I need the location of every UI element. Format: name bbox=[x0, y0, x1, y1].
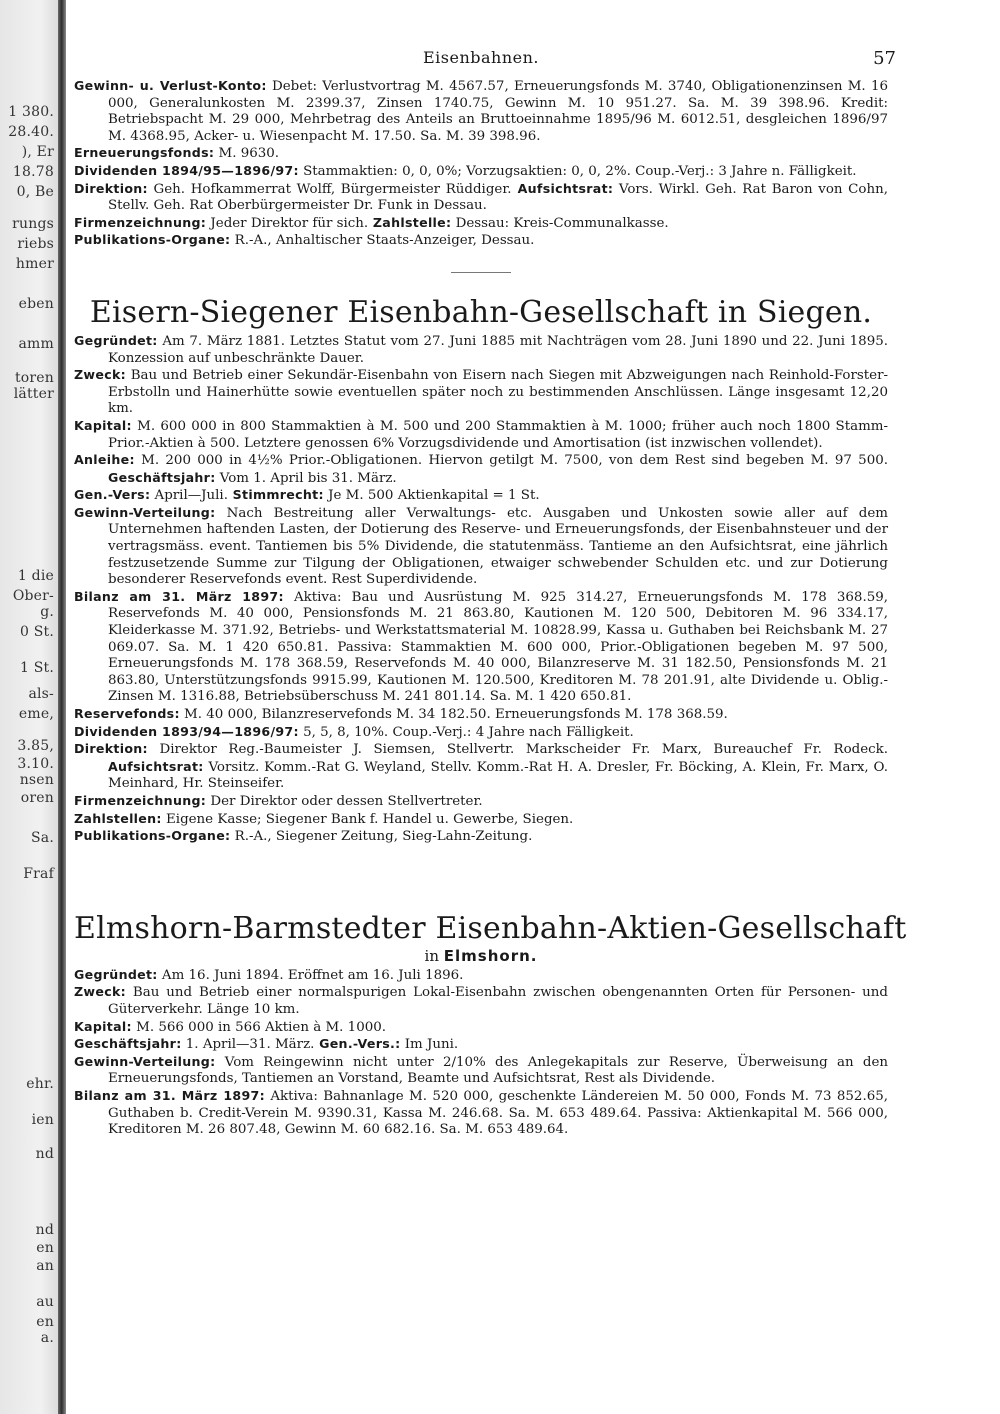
entry-paragraph bbox=[74, 706, 888, 724]
field-label: Erneuerungsfonds: bbox=[74, 145, 215, 161]
previous-page-edge bbox=[0, 0, 58, 1414]
previous-page-fragment: nsen bbox=[19, 772, 54, 788]
field-text: M. 600 000 in 800 Stammaktien à M. 500 und 200 Stammaktien à M. 1000; früher auch noch 1800 Stamm-Prior.-Aktien à 500. Letztere genossen 6% Vorzugsdividende und Amortisation (ist inzwischen vollendet). bbox=[108, 418, 888, 451]
field-text: 1. April—31. März. bbox=[181, 1037, 315, 1053]
field-text: R.-A., Anhaltischer Staats-Anzeiger, Dessau. bbox=[230, 233, 535, 249]
entry-paragraph bbox=[74, 1054, 888, 1088]
page bbox=[74, 38, 907, 1139]
field-label: Zahlstellen: bbox=[74, 810, 162, 826]
field-label: Geschäftsjahr: bbox=[108, 469, 216, 485]
page-number: 57 bbox=[873, 48, 896, 69]
previous-page-fragment: an bbox=[36, 1258, 54, 1274]
entry-paragraph bbox=[74, 1036, 888, 1054]
previous-page-fragment: Sa. bbox=[31, 830, 54, 846]
previous-page-fragment: rungs bbox=[12, 216, 54, 232]
entry-paragraph bbox=[74, 828, 888, 846]
entry-paragraph bbox=[74, 793, 888, 811]
running-head bbox=[74, 38, 896, 78]
field-label: Gen.-Vers.: bbox=[314, 1036, 401, 1052]
entry-paragraph bbox=[74, 78, 888, 145]
previous-page-fragment: 0 St. bbox=[19, 624, 54, 640]
field-text: Dessau: Kreis-Communalkasse. bbox=[451, 215, 669, 231]
entry-paragraph bbox=[74, 1019, 888, 1037]
subtitle-city: Elmshorn. bbox=[443, 946, 538, 965]
entry-paragraph bbox=[74, 741, 888, 793]
entry-paragraph bbox=[74, 505, 888, 589]
field-text: Am 7. März 1881. Letztes Statut vom 27. Juni 1885 mit Nachträgen vom 28. Juni 1890 und 22. Juni 1895. Konzession auf unbeschränkte Dauer. bbox=[108, 333, 888, 366]
field-label: Gegründet: bbox=[74, 966, 158, 982]
entry-paragraph bbox=[74, 811, 888, 829]
entry-paragraph bbox=[74, 589, 888, 706]
previous-page-fragment: ), Er bbox=[21, 144, 54, 160]
field-label: Zweck: bbox=[74, 367, 126, 383]
field-label: Bilanz am 31. März 1897: bbox=[74, 1087, 265, 1103]
subtitle-prefix: in bbox=[424, 946, 439, 965]
previous-page-fragment: eben bbox=[18, 296, 54, 312]
field-label: Gegründet: bbox=[74, 332, 158, 348]
previous-page-fragment: g. bbox=[40, 604, 54, 620]
previous-page-fragment: a. bbox=[40, 1330, 54, 1346]
field-text: Bau und Betrieb einer normalspurigen Lokal-Eisenbahn zwischen obengenannten Orten für Personen- und Güterverkehr. Länge 10 km. bbox=[108, 985, 888, 1017]
field-label: Gen.-Vers: bbox=[74, 487, 151, 503]
field-label: Geschäftsjahr: bbox=[74, 1036, 182, 1052]
field-text: Im Juni. bbox=[400, 1037, 459, 1053]
previous-page-fragment: hmer bbox=[15, 256, 54, 272]
field-text: Vorsitz. Komm.-Rat G. Weyland, Stellv. Komm.-Rat H. A. Dresler, Fr. Böcking, A. Klein, Fr. Marx, O. Meinhard, Hr. Steinseifer. bbox=[108, 759, 888, 792]
running-head-title: Eisenbahnen. bbox=[422, 48, 540, 67]
field-label: Dividenden 1893/94—1896/97: bbox=[74, 723, 299, 739]
field-text: Der Direktor oder dessen Stellvertreter. bbox=[206, 793, 483, 809]
field-label: Aufsichtsrat: bbox=[108, 758, 204, 774]
field-text: Aktiva: Bahnanlage M. 520 000, geschenkte Ländereien M. 50 000, Fonds M. 73 852.65, Guthaben b. Credit-Verein M. 9390.31, Kassa M. 246.68. Sa. M. 653 489.64. Passiva: Aktienkapital M. 566 000, Kreditoren M. 26 807.48, Gewinn M. 60 682.16. Sa. M. 653 489.64. bbox=[108, 1088, 889, 1138]
field-text: Je M. 500 Aktienkapital = 1 St. bbox=[323, 488, 540, 504]
previous-page-fragment: nd bbox=[35, 1146, 54, 1162]
previous-page-fragment: 3.10. bbox=[17, 756, 54, 772]
field-text: M. 200 000 in 4½% Prior.-Obligationen. Hiervon getilgt M. 7500, von dem Rest sind begeben M. 97 500. bbox=[134, 453, 888, 469]
entry-paragraph bbox=[74, 163, 888, 181]
field-label: Gewinn-Verteilung: bbox=[74, 1053, 216, 1069]
entry-paragraph bbox=[74, 215, 888, 233]
book-gutter bbox=[58, 0, 66, 1414]
field-text: Stammaktien: 0, 0, 0%; Vorzugsaktien: 0, 0, 2%. Coup.-Verj.: 3 Jahre n. Fälligkeit. bbox=[298, 163, 857, 179]
entry-paragraph bbox=[74, 418, 888, 452]
previous-page-fragment: Ober- bbox=[12, 588, 54, 604]
previous-page-fragment: 28.40. bbox=[8, 124, 54, 140]
field-text: Jeder Direktor für sich. bbox=[206, 215, 369, 231]
field-text: R.-A., Siegener Zeitung, Sieg-Lahn-Zeitung. bbox=[230, 829, 533, 845]
field-label: Reservefonds: bbox=[74, 706, 180, 721]
entry-paragraph bbox=[74, 452, 888, 487]
field-text: Vors. Wirkl. Geh. Rat Baron von Cohn, Stellv. Geh. Rat Oberbürgermeister Dr. Funk in Dessau. bbox=[108, 181, 888, 214]
field-label: Kapital: bbox=[74, 1018, 132, 1034]
entry-paragraph bbox=[74, 333, 888, 367]
field-label: Firmenzeichnung: bbox=[74, 214, 207, 230]
previous-page-fragment: riebs bbox=[17, 236, 54, 252]
field-text: April—Juli. bbox=[150, 488, 228, 504]
entry-paragraph bbox=[74, 724, 888, 742]
previous-page-fragment: 1 St. bbox=[19, 660, 54, 676]
previous-page-fragment: 1 380. bbox=[8, 104, 54, 120]
field-text: Nach Bestreitung aller Verwaltungs- etc. Ausgaben und Unkosten sowie aller auf dem Unternehmen haftenden Lasten, der Dotierung des Reserve- und Erneuerungsfonds, der Eisenbahnsteuer und der vertragsmäss. event. Tantiemen bis 5% Dividende, die statutenmäss. Tantieme an den Aufsichtsrat, eine jährlich festzusetzende Summe zur Tilgung der Obligationen, etwaiger schwebender Schulden etc. und zur Dotierung besonderer Reservefonds event. Rest Superdividende. bbox=[108, 505, 888, 588]
previous-page-fragment: 1 die bbox=[17, 568, 54, 584]
field-label: Kapital: bbox=[74, 417, 132, 433]
field-label: Zahlstelle: bbox=[368, 214, 452, 230]
field-label: Direktion: bbox=[74, 741, 148, 757]
field-text: Debet: Verlustvortrag M. 4567.57, Erneuerungsfonds M. 3740, Obligationenzinsen M. 16 000, Generalunkosten M. 2399.37, Zinsen 1740.75, Gewinn M. 10 951.27. Sa. M. 39 398.96. Kredit: Betriebspacht M. 29 000, Mehrbetrag des Anteils an Bruttoeinnahme 1895/96 M. 6012.51, desgleichen 1896/97 M. 4368.95, Acker- u. Wiesenpacht M. 17.50. Sa. M. 39 398.96. bbox=[108, 79, 888, 144]
entry-paragraph bbox=[74, 367, 888, 418]
field-label: Publikations-Organe: bbox=[74, 232, 231, 248]
section-divider bbox=[451, 272, 511, 273]
section-divider bbox=[451, 890, 511, 891]
previous-page-fragment: 3.85, bbox=[17, 738, 54, 754]
previous-page-fragment: 0, Be bbox=[16, 184, 54, 200]
field-label: Publikations-Organe: bbox=[74, 828, 231, 844]
previous-page-fragment: nd bbox=[35, 1222, 54, 1238]
section-previous-company-continued bbox=[74, 78, 888, 250]
field-label: Stimmrecht: bbox=[227, 487, 324, 503]
field-text: Eigene Kasse; Siegener Bank f. Handel u. Gewerbe, Siegen. bbox=[161, 811, 574, 827]
field-text: Geh. Hofkammerrat Wolff, Bürgermeister Rüddiger. bbox=[147, 181, 512, 197]
field-text: M. 40 000, Bilanzreservefonds M. 34 182.50. Erneuerungsfonds M. 178 368.59. bbox=[179, 707, 728, 722]
previous-page-fragment: Fraf bbox=[23, 866, 54, 882]
field-label: Dividenden 1894/95—1896/97: bbox=[74, 162, 299, 178]
field-text: Direktor Reg.-Baumeister J. Siemsen, Stellvertr. Markscheider Fr. Marx, Bureauchef Fr. Rodeck. bbox=[147, 742, 888, 758]
entry-paragraph bbox=[74, 181, 888, 215]
company-subtitle bbox=[74, 947, 888, 965]
previous-page-fragment: als- bbox=[28, 686, 54, 702]
previous-page-fragment: au bbox=[36, 1294, 54, 1310]
entry-paragraph bbox=[74, 232, 888, 250]
field-text: Bau und Betrieb einer Sekundär-Eisenbahn von Eisern nach Siegen mit Abzweigungen nach Reinhold-Forster-Erbstolln und Hainerhütte sowie eventuellen später noch zu bestimmenden Anschlüssen. Länge insgesamt 12,20 km. bbox=[108, 368, 888, 417]
field-text: Am 16. Juni 1894. Eröffnet am 16. Juli 1896. bbox=[157, 967, 464, 983]
previous-page-fragment: amm bbox=[18, 336, 54, 352]
field-label: Direktion: bbox=[74, 180, 148, 196]
company-title: Elmshorn-Barmstedter Eisenbahn-Aktien-Gesellschaft bbox=[74, 910, 907, 946]
previous-page-fragment: toren bbox=[14, 370, 54, 386]
field-text: M. 9630. bbox=[214, 146, 280, 162]
field-label: Firmenzeichnung: bbox=[74, 792, 207, 808]
field-label: Anleihe: bbox=[74, 452, 135, 468]
previous-page-fragment: ien bbox=[31, 1112, 54, 1128]
field-label: Gewinn-Verteilung: bbox=[74, 504, 216, 520]
field-text: 5, 5, 8, 10%. Coup.-Verj.: 4 Jahre nach Fälligkeit. bbox=[298, 724, 634, 740]
entry-paragraph bbox=[74, 1088, 888, 1139]
entry-paragraph bbox=[74, 487, 888, 505]
company-entry-elmshorn-barmstedter bbox=[74, 967, 888, 1139]
previous-page-fragment: ehr. bbox=[26, 1076, 54, 1092]
company-title: Eisern-Siegener Eisenbahn-Gesellschaft in Siegen. bbox=[89, 294, 873, 330]
field-text: Vom Reingewinn nicht unter 2/10% des Anlegekapitals zur Reserve, Überweisung an den Erneuerungsfonds, Tantiemen an Vorstand, Beamte und Aufsichtsrat, Rest als Dividende. bbox=[108, 1054, 888, 1087]
field-text: Vom 1. April bis 31. März. bbox=[215, 470, 397, 486]
field-text: Aktiva: Bau und Ausrüstung M. 925 314.27, Erneuerungsfonds M. 178 368.59, Reservefonds M. 40 000, Pensionsfonds M. 21 863.80, Kautionen M. 120 500, Debitoren M. 96 334.17, Kleiderkasse M. 371.92, Betriebs- und Werkstattsmaterial M. 10828.99, Kassa u. Guthaben bei Reichsbank M. 27 069.07. Sa. M. 1 420 650.81. Passiva: Stammaktien M. 600 000, Prior.-Obligationen begeben M. 97 500, Erneuerungsfonds M. 178 368.59, Reservefonds M. 40 000, Bilanzreserve M. 31 182.50, Pensionsfonds M. 21 863.80, Unterstützungsfonds 9915.99, Kautionen M. 120.500, Kreditoren M. 78 201.91, alte Dividende u. Oblig.-Zinsen M. 1316.88, Betriebsüberschuss M. 241 801.14. Sa. M. 1 420 650.81. bbox=[108, 589, 888, 705]
previous-page-fragment: en bbox=[36, 1314, 54, 1330]
entry-paragraph bbox=[74, 145, 888, 163]
company-entry-eisern-siegener bbox=[74, 333, 888, 846]
entry-paragraph bbox=[74, 984, 888, 1018]
field-label: Bilanz am 31. März 1897: bbox=[74, 588, 284, 604]
field-text: M. 566 000 in 566 Aktien à M. 1000. bbox=[131, 1019, 387, 1035]
entry-paragraph bbox=[74, 967, 888, 985]
previous-page-fragment: lätter bbox=[13, 386, 54, 402]
previous-page-fragment: en bbox=[36, 1240, 54, 1256]
field-label: Aufsichtsrat: bbox=[511, 180, 614, 196]
previous-page-fragment: 18.78 bbox=[12, 164, 54, 180]
field-label: Gewinn- u. Verlust-Konto: bbox=[74, 78, 267, 93]
previous-page-fragment: eme, bbox=[18, 706, 54, 722]
field-label: Zweck: bbox=[74, 984, 126, 1000]
previous-page-fragment: oren bbox=[20, 790, 54, 806]
